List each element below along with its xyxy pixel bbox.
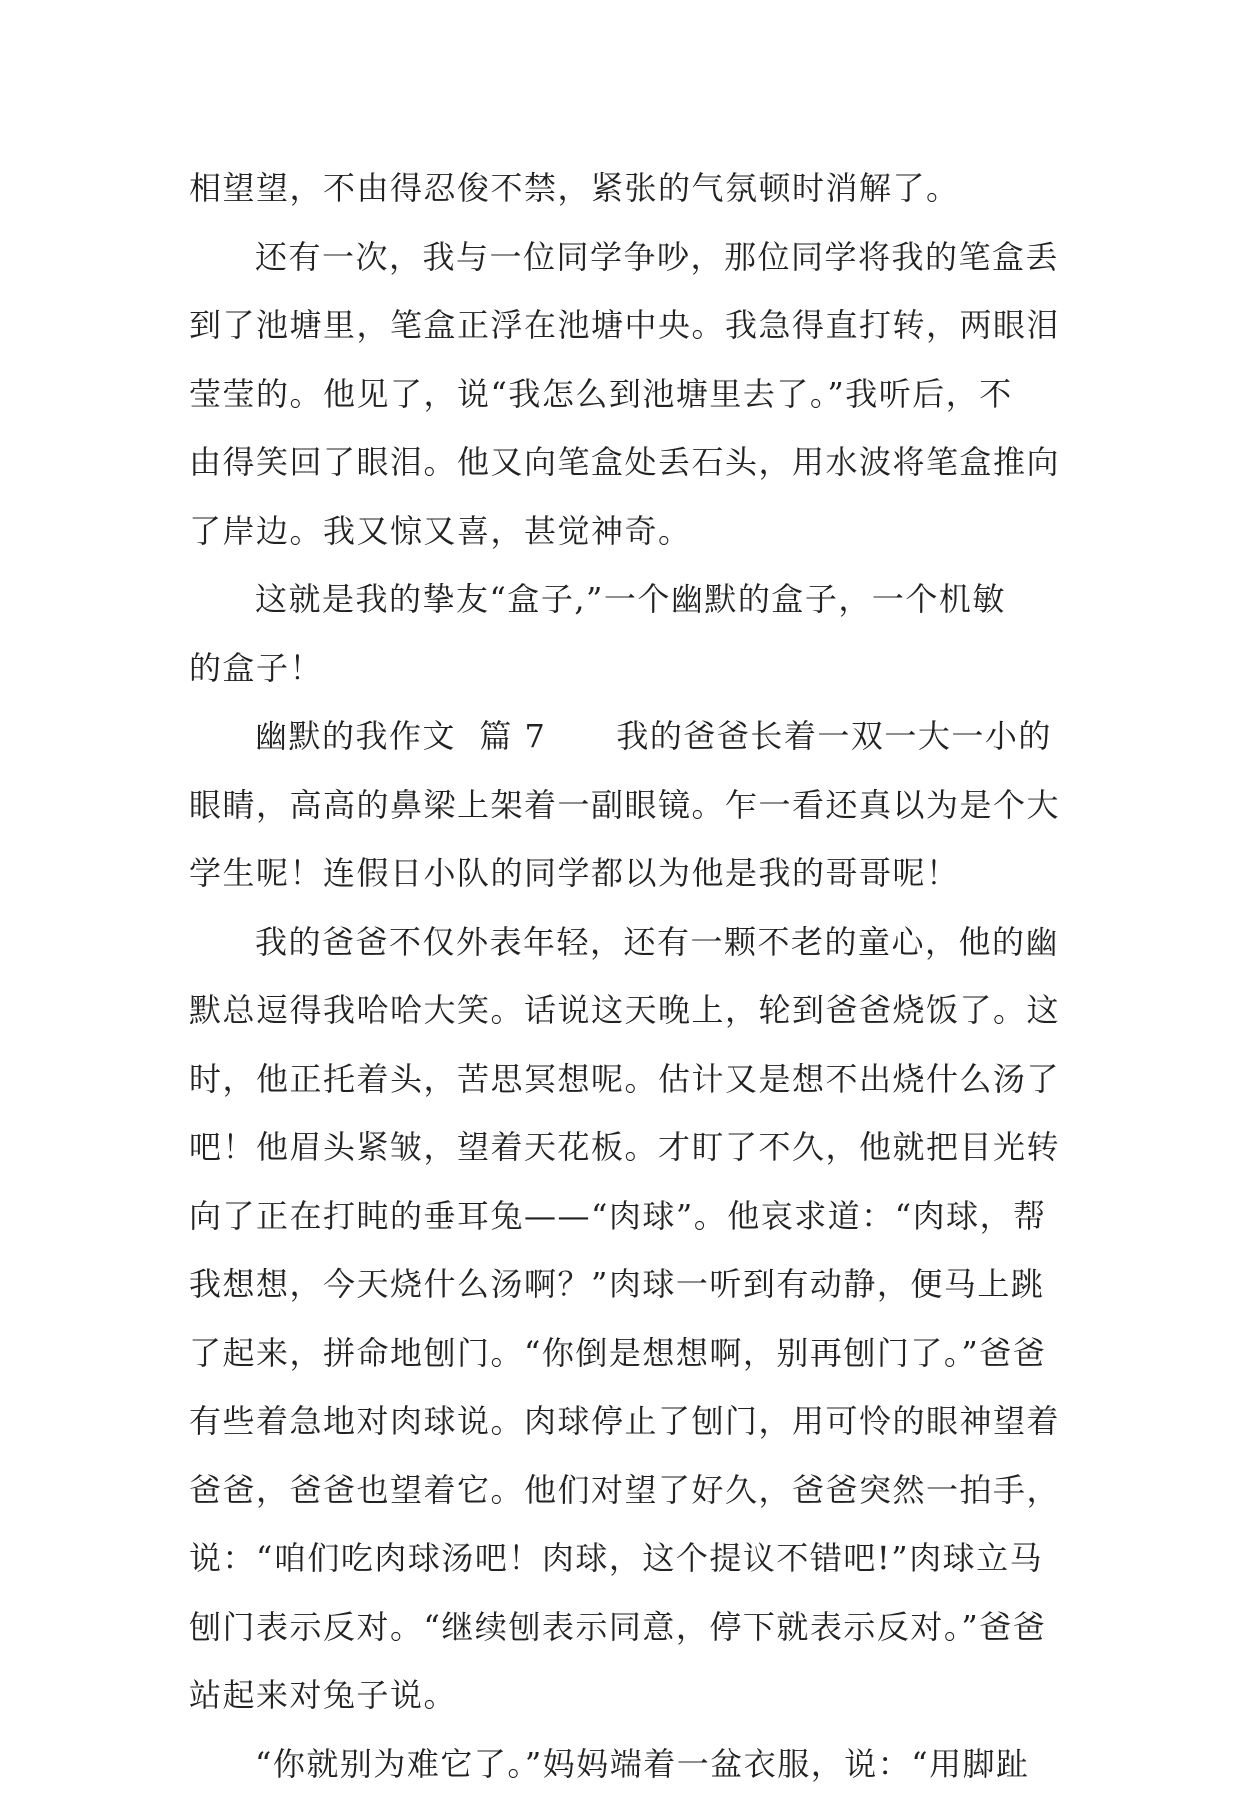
text-line: 向了正在打盹的垂耳兔——“肉球”。他哀求道：“肉球，帮 (189, 1182, 1052, 1251)
text-line: 默总逗得我哈哈大笑。话说这天晚上，轮到爸爸烧饭了。这 (189, 976, 1052, 1045)
text-line: 了起来，拼命地刨门。“你倒是想想啊，别再刨门了。”爸爸 (189, 1319, 1052, 1388)
text-line: 有些着急地对肉球说。肉球停止了刨门，用可怜的眼神望着 (189, 1387, 1052, 1456)
essay-text (189, 154, 1052, 1798)
text-line: 还有一次，我与一位同学争吵，那位同学将我的笔盒丢 (189, 223, 1052, 292)
text-line: 的盒子！ (189, 634, 1052, 703)
text-line: 站起来对兔子说。 (189, 1661, 1052, 1730)
text-line: 幽默的我作文 篇 7 我的爸爸长着一双一大一小的 (189, 702, 1052, 771)
text-line: 我的爸爸不仅外表年轻，还有一颗不老的童心，他的幽 (189, 908, 1052, 977)
text-line: 爸爸，爸爸也望着它。他们对望了好久，爸爸突然一拍手， (189, 1456, 1052, 1525)
text-line: 学生呢！连假日小队的同学都以为他是我的哥哥呢！ (189, 839, 1052, 908)
text-line: 刨门表示反对。“继续刨表示同意，停下就表示反对。”爸爸 (189, 1593, 1052, 1662)
text-line: 到了池塘里，笔盒正浮在池塘中央。我急得直打转，两眼泪 (189, 291, 1052, 360)
text-line: 莹莹的。他见了，说“我怎么到池塘里去了。”我听后，不 (189, 360, 1052, 429)
text-line: 时，他正托着头，苦思冥想呢。估计又是想不出烧什么汤了 (189, 1045, 1052, 1114)
text-line: 吧！他眉头紧皱，望着天花板。才盯了不久，他就把目光转 (189, 1113, 1052, 1182)
text-line: 相望望，不由得忍俊不禁，紧张的气氛顿时消解了。 (189, 154, 1052, 223)
text-line: 说：“咱们吃肉球汤吧！肉球，这个提议不错吧!”肉球立马 (189, 1524, 1052, 1593)
text-line: 我想想，今天烧什么汤啊？”肉球一听到有动静，便马上跳 (189, 1250, 1052, 1319)
text-line: “你就别为难它了。”妈妈端着一盆衣服，说：“用脚趾 (189, 1730, 1052, 1798)
text-line: 由得笑回了眼泪。他又向笔盒处丢石头，用水波将笔盒推向 (189, 428, 1052, 497)
text-line: 这就是我的挚友“盒子,”一个幽默的盒子，一个机敏 (189, 565, 1052, 634)
text-line: 了岸边。我又惊又喜，甚觉神奇。 (189, 497, 1052, 566)
text-line: 眼睛，高高的鼻梁上架着一副眼镜。乍一看还真以为是个大 (189, 771, 1052, 840)
